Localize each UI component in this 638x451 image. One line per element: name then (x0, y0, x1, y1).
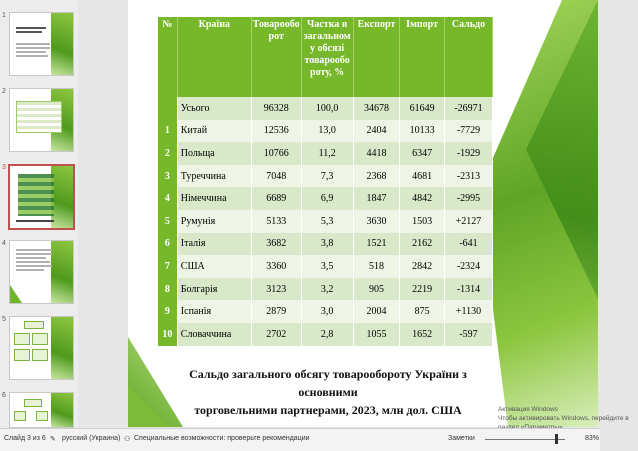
thumbnail-preview[interactable] (9, 316, 74, 380)
table-row (158, 323, 493, 346)
row-turnover: 3360 (251, 255, 301, 278)
header-export: Експорт (353, 17, 400, 97)
row-share: 3,0 (301, 300, 353, 323)
thumbnail-preview[interactable] (9, 240, 74, 304)
table-row (158, 210, 493, 233)
row-country: Іспанія (177, 300, 251, 323)
row-turnover: 7048 (251, 165, 301, 188)
row-export: 3630 (353, 210, 400, 233)
row-share: 7,3 (301, 165, 353, 188)
row-import: 2162 (400, 233, 445, 256)
row-turnover: 6689 (251, 187, 301, 210)
row-country: Польща (177, 142, 251, 165)
row-share: 13,0 (301, 120, 353, 143)
header-number: № (158, 17, 177, 97)
row-balance: -7729 (444, 120, 492, 143)
row-number: 6 (158, 233, 177, 256)
row-turnover: 3123 (251, 278, 301, 301)
table-row (158, 165, 493, 188)
row-balance: -641 (444, 233, 492, 256)
row-export: 1055 (353, 323, 400, 346)
row-balance: -26971 (444, 97, 492, 120)
header-import: Імпорт (400, 17, 445, 97)
zoom-slider-thumb[interactable] (555, 434, 558, 444)
notes-button[interactable]: Заметки (448, 435, 475, 442)
current-slide[interactable] (128, 0, 598, 427)
zoom-slider[interactable] (485, 439, 565, 440)
table-row (158, 97, 493, 120)
thumbnail-preview[interactable] (9, 88, 74, 152)
thumbnail-decor (51, 13, 73, 75)
header-share: Частка в загальном у обсязі товарообо роту, % (301, 17, 353, 97)
row-number: 5 (158, 210, 177, 233)
table-row (158, 278, 493, 301)
accessibility-icon[interactable]: ⚇ (124, 436, 131, 443)
row-turnover: 3682 (251, 233, 301, 256)
row-turnover: 12536 (251, 120, 301, 143)
accessibility-status[interactable]: Специальные возможности: проверьте рекомендации (134, 435, 310, 442)
table-row (158, 255, 493, 278)
table-row (158, 187, 493, 210)
slide-caption[interactable] (158, 365, 498, 419)
row-number (158, 97, 177, 120)
row-number: 7 (158, 255, 177, 278)
header-turnover: Товарообо рот (251, 17, 301, 97)
row-share: 11,2 (301, 142, 353, 165)
status-bar (0, 428, 600, 451)
row-import: 2219 (400, 278, 445, 301)
row-share: 6,9 (301, 187, 353, 210)
thumbnail-preview-selected[interactable] (8, 164, 75, 230)
row-export: 2404 (353, 120, 400, 143)
thumbnail-number: 1 (2, 12, 6, 19)
header-balance: Сальдо (444, 17, 492, 97)
row-number: 3 (158, 165, 177, 188)
row-country: Словаччина (177, 323, 251, 346)
thumbnail-number: 5 (2, 316, 6, 323)
trade-table[interactable] (158, 17, 493, 346)
row-import: 61649 (400, 97, 445, 120)
row-import: 4681 (400, 165, 445, 188)
row-country: США (177, 255, 251, 278)
caption-line-2: торговельними партнерами, 2023, млн дол. США (194, 403, 462, 417)
row-turnover: 5133 (251, 210, 301, 233)
row-share: 3,8 (301, 233, 353, 256)
spellcheck-icon[interactable]: ✎ (50, 436, 56, 443)
row-import: 1503 (400, 210, 445, 233)
row-balance: -1929 (444, 142, 492, 165)
table-row (158, 300, 493, 323)
slide-counter: Слайд 3 из 6 (4, 435, 46, 442)
row-turnover: 2879 (251, 300, 301, 323)
row-balance: +2127 (444, 210, 492, 233)
caption-line-1: Сальдо загального обсягу товарообороту України з основними (189, 367, 467, 399)
row-number: 1 (158, 120, 177, 143)
row-import: 2842 (400, 255, 445, 278)
row-country: Румунія (177, 210, 251, 233)
row-export: 1847 (353, 187, 400, 210)
row-number: 8 (158, 278, 177, 301)
language-indicator[interactable]: русский (Украина) (62, 435, 121, 442)
row-balance: -2995 (444, 187, 492, 210)
thumbnail-number: 3 (2, 164, 6, 171)
table-header-row (158, 17, 493, 97)
row-export: 2004 (353, 300, 400, 323)
thumbnail-number: 2 (2, 88, 6, 95)
row-balance: +1130 (444, 300, 492, 323)
row-export: 34678 (353, 97, 400, 120)
row-export: 2368 (353, 165, 400, 188)
row-share: 3,2 (301, 278, 353, 301)
row-balance: -597 (444, 323, 492, 346)
row-balance: -2313 (444, 165, 492, 188)
activation-title: Активация Windows (498, 406, 558, 413)
row-share: 2,8 (301, 323, 353, 346)
row-share: 5,3 (301, 210, 353, 233)
row-turnover: 10766 (251, 142, 301, 165)
row-number: 9 (158, 300, 177, 323)
table-row (158, 120, 493, 143)
row-turnover: 2702 (251, 323, 301, 346)
row-import: 4842 (400, 187, 445, 210)
row-import: 10133 (400, 120, 445, 143)
table-row (158, 233, 493, 256)
row-import: 1652 (400, 323, 445, 346)
row-balance: -1314 (444, 278, 492, 301)
row-import: 875 (400, 300, 445, 323)
row-share: 3,5 (301, 255, 353, 278)
slide-thumbnail-pane[interactable] (0, 0, 78, 428)
row-number: 10 (158, 323, 177, 346)
activation-text: Чтобы активировать Windows, перейдите в (498, 415, 629, 422)
row-import: 6347 (400, 142, 445, 165)
row-country: Туреччина (177, 165, 251, 188)
row-export: 905 (353, 278, 400, 301)
row-balance: -2324 (444, 255, 492, 278)
row-country: Усього (177, 97, 251, 120)
thumbnail-preview[interactable] (9, 12, 74, 76)
zoom-level[interactable]: 83% (585, 435, 600, 442)
row-country: Німеччина (177, 187, 251, 210)
table-row (158, 142, 493, 165)
row-number: 4 (158, 187, 177, 210)
row-number: 2 (158, 142, 177, 165)
row-turnover: 96328 (251, 97, 301, 120)
row-share: 100,0 (301, 97, 353, 120)
slide-editing-area[interactable] (78, 0, 629, 428)
row-country: Болгарія (177, 278, 251, 301)
header-country: Країна (177, 17, 251, 97)
row-country: Італія (177, 233, 251, 256)
thumbnail-number: 4 (2, 240, 6, 247)
thumbnail-number: 6 (2, 392, 6, 399)
thumbnail-preview[interactable] (9, 392, 74, 428)
row-country: Китай (177, 120, 251, 143)
row-export: 4418 (353, 142, 400, 165)
row-export: 1521 (353, 233, 400, 256)
row-export: 518 (353, 255, 400, 278)
